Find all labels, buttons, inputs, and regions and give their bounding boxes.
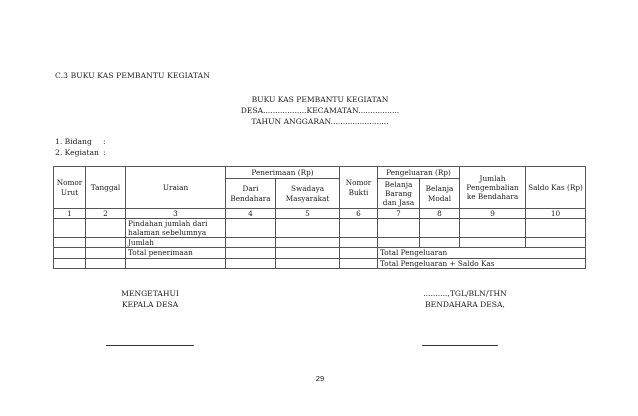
table-row — [54, 248, 586, 258]
table-cell — [340, 219, 378, 238]
table-row — [54, 219, 586, 238]
table-cell — [86, 248, 126, 258]
column-number: 4 — [226, 209, 276, 219]
field-kegiatan-label: 2. Kegiatan — [55, 148, 99, 157]
table-cell — [226, 258, 276, 268]
header-uraian: Uraian — [126, 167, 226, 209]
header-dari-bendahara: Dari Bendahara — [226, 179, 276, 209]
table-cell — [378, 219, 420, 238]
header-jumlah-pengembalian: Jumlah Pengembalian ke Bendahara — [460, 167, 526, 209]
table-cell — [54, 248, 86, 258]
table-cell — [276, 248, 340, 258]
signature-line-treasurer — [422, 345, 498, 346]
table-cell — [86, 258, 126, 268]
table-cell — [276, 258, 340, 268]
signature-line-village-head — [106, 345, 194, 346]
header-belanja-barang-jasa: Belanja Barang dan Jasa — [378, 179, 420, 209]
row-label-total-pengeluaran-saldo: Total Pengeluaran + Saldo Kas — [378, 258, 586, 268]
header-penerimaan: Penerimaan (Rp) — [226, 167, 340, 179]
table-cell — [378, 238, 420, 248]
table-cell — [340, 248, 378, 258]
column-number: 7 — [378, 209, 420, 219]
header-saldo-kas: Saldo Kas (Rp) — [526, 167, 586, 209]
column-number: 6 — [340, 209, 378, 219]
column-number: 3 — [126, 209, 226, 219]
table-cell — [420, 238, 460, 248]
header-tanggal: Tanggal — [86, 167, 126, 209]
table-cell — [126, 258, 226, 268]
signature-acknowledge-label: MENGETAHUI — [121, 289, 179, 298]
header-pengeluaran: Pengeluaran (Rp) — [378, 167, 460, 179]
column-number: 2 — [86, 209, 126, 219]
field-bidang-label: 1. Bidang — [55, 137, 92, 146]
column-number: 1 — [54, 209, 86, 219]
table-cell — [54, 238, 86, 248]
table-cell — [54, 258, 86, 268]
table-cell — [86, 219, 126, 238]
header-nomor-bukti: Nomor Bukti — [340, 167, 378, 209]
table-cell — [460, 219, 526, 238]
table-row — [54, 258, 586, 268]
section-title: C.3 BUKU KAS PEMBANTU KEGIATAN — [55, 71, 211, 80]
report-title: BUKU KAS PEMBANTU KEGIATAN — [251, 95, 389, 104]
column-number-row — [54, 209, 586, 219]
table-cell — [54, 219, 86, 238]
signature-treasurer-label: BENDAHARA DESA, — [425, 300, 505, 309]
table-cell — [526, 219, 586, 238]
field-kegiatan-colon: : — [103, 148, 106, 157]
table-cell — [340, 238, 378, 248]
field-bidang-colon: : — [103, 137, 106, 146]
signature-date-label: ..........,TGL/BLN/THN — [423, 289, 507, 298]
column-number: 5 — [276, 209, 340, 219]
field-bidang — [55, 137, 106, 146]
table-cell — [460, 238, 526, 248]
column-number: 8 — [420, 209, 460, 219]
header-swadaya-masyarakat: Swadaya Masyarakat — [276, 179, 340, 209]
row-label-total-penerimaan: Total penerimaan — [126, 248, 226, 258]
table-cell — [340, 258, 378, 268]
column-number: 10 — [526, 209, 586, 219]
table-cell — [86, 238, 126, 248]
table-cell — [226, 219, 276, 238]
column-number: 9 — [460, 209, 526, 219]
field-kegiatan — [55, 148, 106, 157]
row-label-pindahan: Pindahan jumlah dari halaman sebelumnya — [126, 219, 226, 238]
table-cell — [420, 219, 460, 238]
signature-village-head-label: KEPALA DESA — [121, 300, 179, 309]
table-cell — [276, 219, 340, 238]
row-label-total-pengeluaran: Total Pengeluaran — [378, 248, 586, 258]
header-belanja-modal: Belanja Modal — [420, 179, 460, 209]
table-cell — [226, 248, 276, 258]
report-fiscal-year: TAHUN ANGGARAN........................ — [251, 117, 389, 126]
table-cell — [226, 238, 276, 248]
table-row — [54, 238, 586, 248]
report-village-district: DESA..................KECAMATAN................. — [240, 106, 400, 115]
row-label-jumlah: Jumlah — [126, 238, 226, 248]
page-number: 29 — [315, 374, 325, 383]
cash-book-table — [53, 166, 586, 269]
table-cell — [276, 238, 340, 248]
table-cell — [526, 238, 586, 248]
header-nomor-urut: Nomor Urut — [54, 167, 86, 209]
